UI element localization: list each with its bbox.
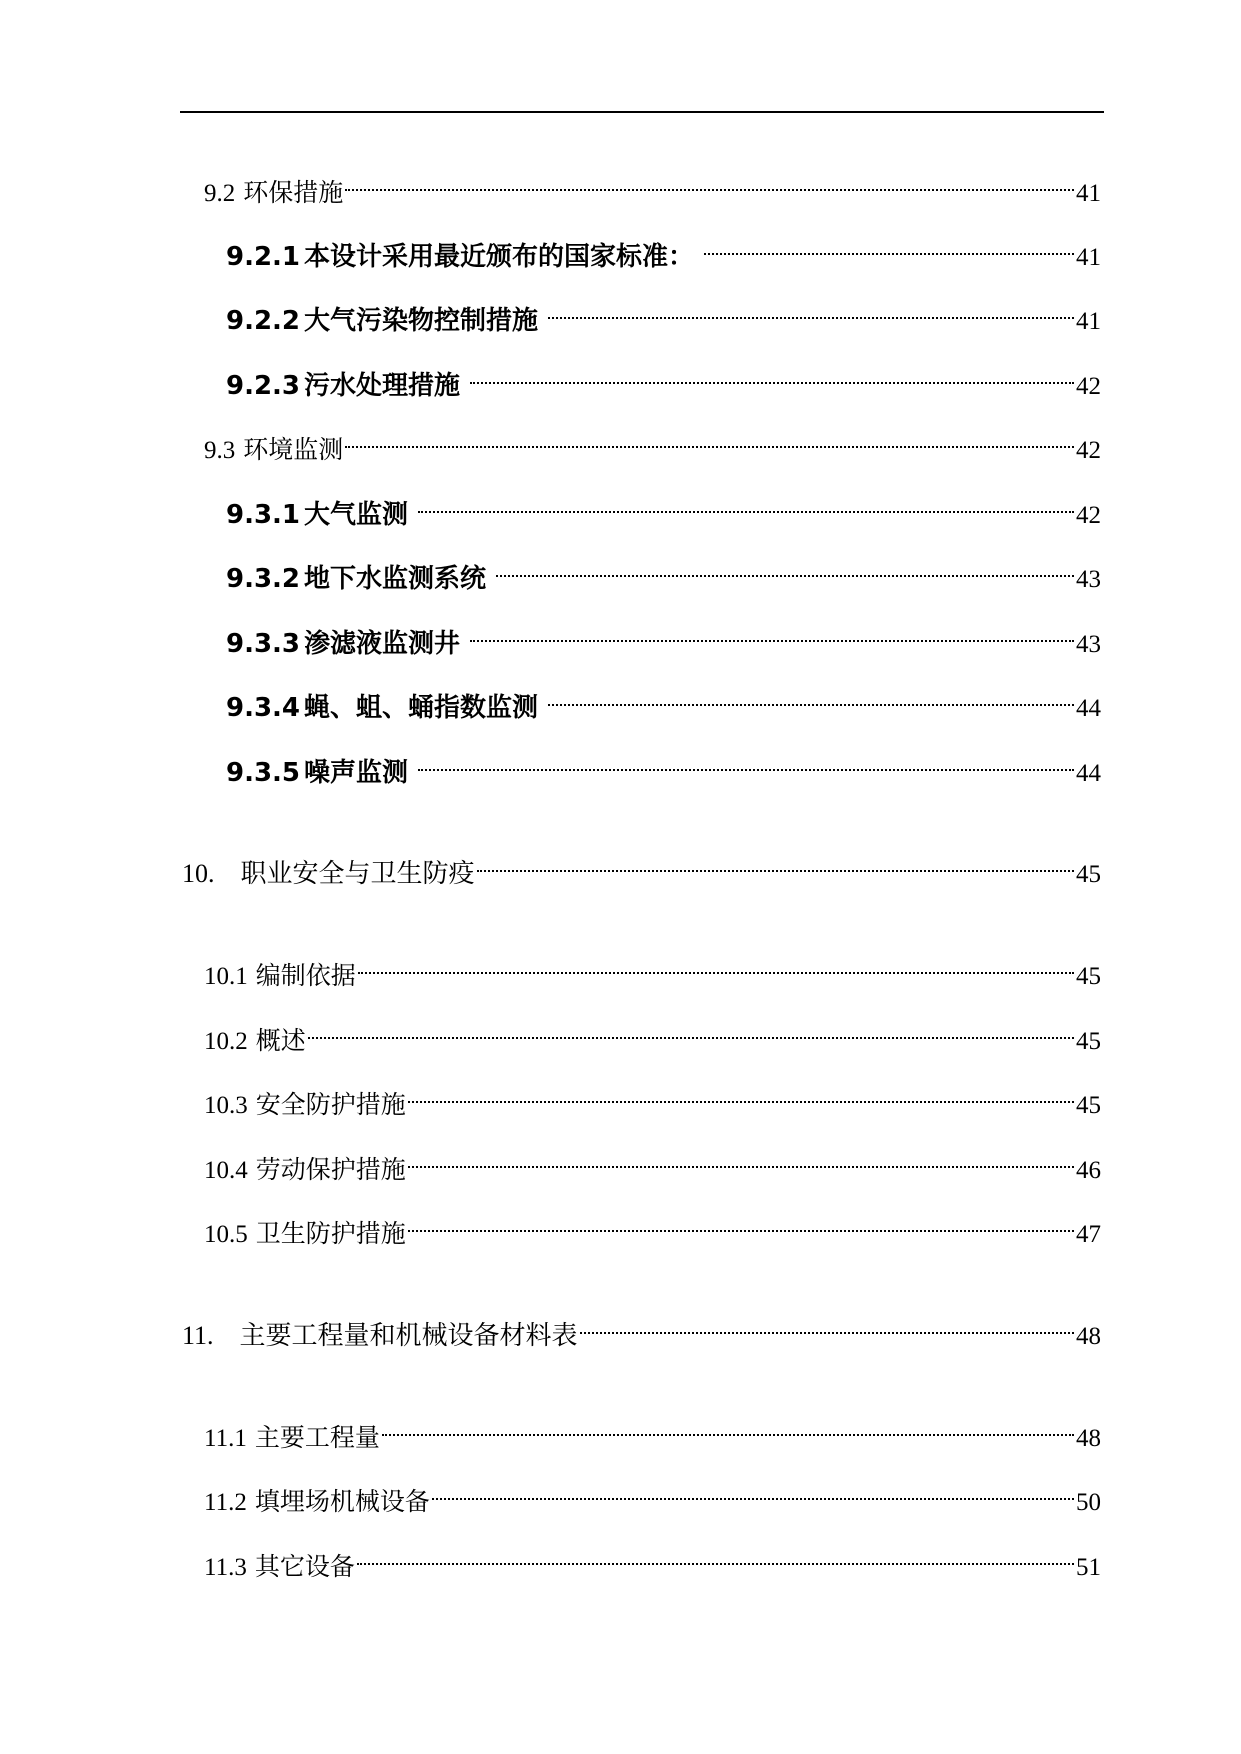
- dot-leader: [580, 1304, 1074, 1344]
- toc-label: [204, 1483, 430, 1523]
- toc-page-number: 42: [1076, 373, 1101, 400]
- toc-entry[interactable]: [204, 161, 1101, 207]
- toc-entry[interactable]: [204, 944, 1101, 990]
- toc-title: 卫生防护措施: [255, 1221, 406, 1248]
- dot-leader: [470, 354, 1074, 394]
- toc-number: 9.3.5: [226, 758, 301, 788]
- dot-leader: [408, 1138, 1074, 1178]
- toc-number: 10.2: [204, 1028, 248, 1055]
- toc-label: [204, 1086, 406, 1126]
- toc-page-number: 45: [1076, 963, 1101, 990]
- toc-entry[interactable]: [226, 354, 1101, 401]
- toc-title: 职业安全与卫生防疫: [240, 859, 475, 888]
- toc-label: [204, 1022, 306, 1062]
- toc-number: 9.2.3: [226, 371, 301, 401]
- toc-number: 9.2.1: [226, 242, 301, 272]
- toc-number: 9.2.2: [226, 306, 301, 336]
- header-rule: [180, 111, 1104, 113]
- toc-entry[interactable]: [226, 225, 1101, 272]
- toc-title: 噪声监测: [304, 758, 409, 788]
- toc-label: [182, 854, 475, 894]
- toc-number: 10.4: [204, 1157, 248, 1184]
- toc-entry[interactable]: [204, 1138, 1101, 1184]
- toc-number: 11.2: [204, 1489, 247, 1516]
- toc-title: 概述: [255, 1028, 306, 1055]
- dot-leader: [477, 842, 1074, 882]
- toc-page-number: 44: [1076, 760, 1101, 787]
- toc-title: 污水处理措施: [304, 371, 461, 401]
- toc-label: [226, 237, 694, 277]
- toc-entry[interactable]: [204, 1406, 1101, 1452]
- toc-title: 主要工程量: [254, 1425, 380, 1452]
- toc-label: [204, 957, 356, 997]
- toc-page-number: 45: [1076, 1092, 1101, 1119]
- toc-entry[interactable]: [204, 1073, 1101, 1119]
- toc-page-number: 42: [1076, 502, 1101, 529]
- toc-title: 填埋场机械设备: [254, 1489, 430, 1516]
- toc-page-number: 42: [1076, 437, 1101, 464]
- dot-leader: [704, 225, 1074, 265]
- toc-entry[interactable]: [204, 1535, 1101, 1581]
- dot-leader: [382, 1406, 1074, 1446]
- toc-title: 其它设备: [254, 1554, 355, 1581]
- dot-leader: [308, 1009, 1074, 1049]
- dot-leader: [408, 1202, 1074, 1242]
- toc-title: 蝇、蛆、蛹指数监测: [304, 693, 539, 723]
- toc-label: [226, 559, 486, 599]
- toc-label: [226, 495, 408, 535]
- dot-leader: [548, 289, 1074, 329]
- dot-leader: [432, 1470, 1074, 1510]
- toc-title: 主要工程量和机械设备材料表: [239, 1321, 578, 1350]
- toc-title: 劳动保护措施: [255, 1157, 406, 1184]
- toc-entry[interactable]: [226, 289, 1101, 336]
- toc-entry[interactable]: [182, 842, 1101, 888]
- toc-entry[interactable]: [226, 741, 1101, 788]
- toc-label: [226, 366, 460, 406]
- toc-page-number: 48: [1076, 1425, 1101, 1452]
- toc-number: 9.2: [204, 180, 236, 207]
- dot-leader: [470, 612, 1074, 652]
- toc-page-number: 51: [1076, 1554, 1101, 1581]
- toc-label: [204, 1215, 406, 1255]
- toc-title: 大气监测: [304, 500, 409, 530]
- toc-number: 9.3.2: [226, 564, 301, 594]
- dot-leader: [408, 1073, 1074, 1113]
- toc-number: 10.5: [204, 1221, 248, 1248]
- toc-title: 渗滤液监测井: [304, 629, 461, 659]
- toc-label: [182, 1316, 578, 1356]
- toc-number: 9.3.3: [226, 629, 301, 659]
- toc-label: [204, 1548, 355, 1588]
- toc-page-number: 50: [1076, 1489, 1101, 1516]
- toc-number: 10.3: [204, 1092, 248, 1119]
- toc-entry[interactable]: [204, 1009, 1101, 1055]
- toc-entry[interactable]: [226, 612, 1101, 659]
- toc-title: 安全防护措施: [255, 1092, 406, 1119]
- toc-entry[interactable]: [226, 483, 1101, 530]
- toc-page-number: 41: [1076, 244, 1101, 271]
- toc-entry[interactable]: [182, 1304, 1101, 1350]
- toc-number: 9.3: [204, 437, 236, 464]
- toc-number: 9.3.4: [226, 693, 301, 723]
- toc-number: 10.: [182, 859, 215, 888]
- toc-title: 大气污染物控制措施: [304, 306, 539, 336]
- toc-label: [204, 1419, 380, 1459]
- toc-number: 11.: [182, 1321, 214, 1350]
- toc-number: 10.1: [204, 963, 248, 990]
- toc-number: 11.3: [204, 1554, 247, 1581]
- toc-page-number: 45: [1076, 861, 1101, 888]
- dot-leader: [418, 483, 1074, 523]
- toc-entry[interactable]: [226, 547, 1101, 594]
- toc-page-number: 48: [1076, 1323, 1101, 1350]
- dot-leader: [496, 547, 1074, 587]
- toc-page-number: 41: [1076, 308, 1101, 335]
- toc-label: [226, 753, 408, 793]
- toc-page-number: 46: [1076, 1157, 1101, 1184]
- dot-leader: [357, 1535, 1074, 1575]
- toc-label: [226, 301, 538, 341]
- toc-title: 本设计采用最近颁布的国家标准：: [304, 242, 695, 272]
- toc-entry[interactable]: [204, 418, 1101, 464]
- dot-leader: [345, 161, 1074, 201]
- toc-entry[interactable]: [226, 676, 1101, 723]
- toc-number: 11.1: [204, 1425, 247, 1452]
- dot-leader: [548, 676, 1074, 716]
- toc-title: 环保措施: [243, 180, 344, 207]
- dot-leader: [418, 741, 1074, 781]
- toc-entry[interactable]: [204, 1470, 1101, 1516]
- dot-leader: [358, 944, 1074, 984]
- toc-entry[interactable]: [204, 1202, 1101, 1248]
- toc-title: 地下水监测系统: [304, 564, 487, 594]
- toc-page-number: 43: [1076, 631, 1101, 658]
- toc-label: [226, 688, 538, 728]
- toc-label: [204, 1151, 406, 1191]
- toc-page-number: 41: [1076, 180, 1101, 207]
- toc-page-number: 44: [1076, 695, 1101, 722]
- toc-label: [226, 624, 460, 664]
- toc-page-number: 45: [1076, 1028, 1101, 1055]
- toc-label: [204, 431, 343, 471]
- toc-label: [204, 174, 343, 214]
- dot-leader: [345, 418, 1074, 458]
- toc-title: 编制依据: [255, 963, 356, 990]
- toc-number: 9.3.1: [226, 500, 301, 530]
- toc-title: 环境监测: [243, 437, 344, 464]
- toc-page-number: 47: [1076, 1221, 1101, 1248]
- toc-page-number: 43: [1076, 566, 1101, 593]
